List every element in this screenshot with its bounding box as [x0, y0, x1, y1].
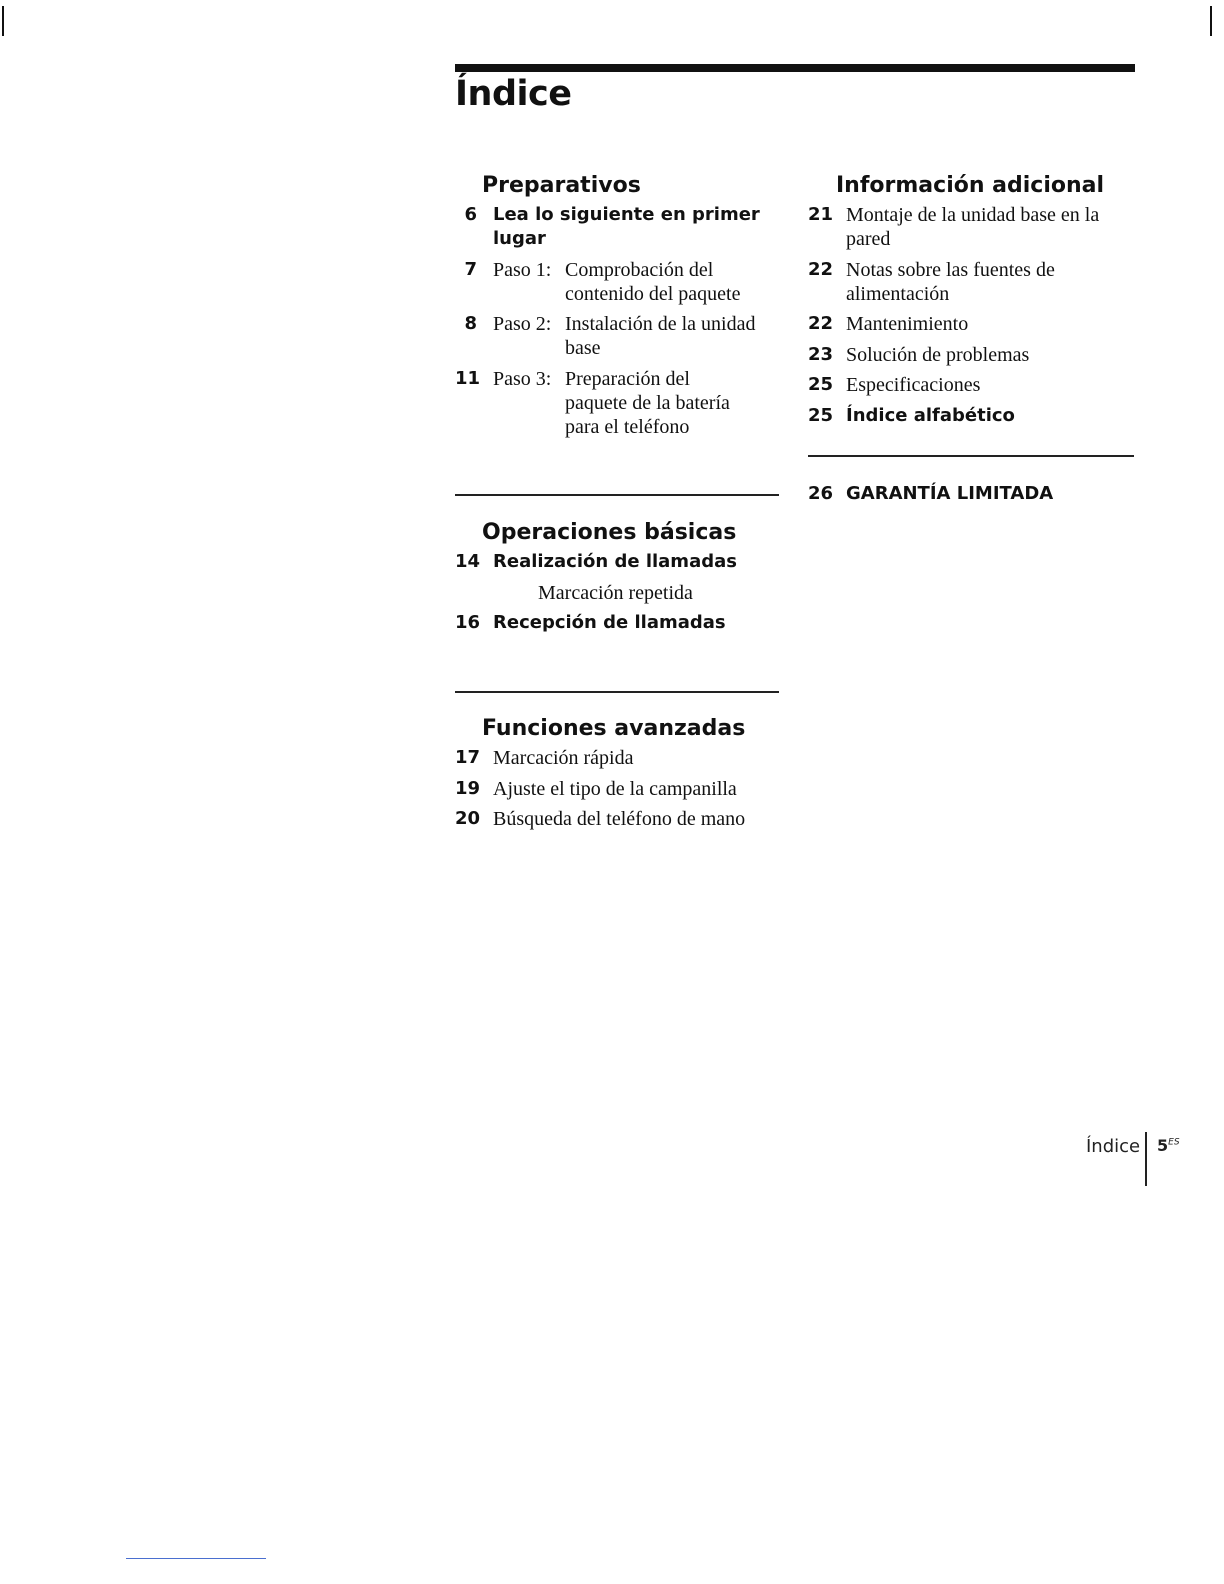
entry-text: Mantenimiento: [846, 313, 969, 335]
section-funciones: [455, 715, 785, 838]
bottom-rule: [126, 1558, 266, 1559]
section-title: Funciones avanzadas: [482, 716, 746, 741]
step-label: Paso 1:: [493, 258, 552, 281]
toc-entry[interactable]: [455, 746, 785, 770]
entry-text: Especificaciones: [846, 374, 981, 396]
footer-label: Índice: [1086, 1136, 1141, 1157]
page-number: 22: [808, 313, 834, 334]
toc-entry[interactable]: [455, 367, 785, 439]
toc-entry[interactable]: [808, 373, 1138, 397]
page-number-value: 5: [1157, 1136, 1169, 1155]
toc-entry[interactable]: [455, 611, 785, 635]
page-number: 25: [808, 374, 834, 395]
toc-entry[interactable]: [455, 203, 785, 251]
page-number: 26: [808, 483, 834, 504]
entry-text: Comprobación del contenido del paquete: [565, 258, 741, 305]
section-divider: [455, 691, 779, 693]
toc-entry[interactable]: [455, 807, 785, 831]
page-number: 14: [455, 551, 481, 572]
footer-page-number: [1157, 1136, 1180, 1155]
page-language-suffix: ES: [1168, 1137, 1180, 1148]
footer-divider: [1145, 1132, 1147, 1186]
entry-text: Instalación de la unidad base: [565, 313, 756, 359]
section-preparativos: [455, 172, 785, 445]
page-number: 17: [455, 747, 481, 768]
step-label: Paso 2:: [493, 313, 552, 335]
toc-entry[interactable]: [455, 777, 785, 801]
toc-entry[interactable]: [455, 550, 785, 574]
page-number: 20: [455, 808, 481, 829]
right-crop-mark: [1210, 6, 1212, 36]
entry-text: Búsqueda del teléfono de mano: [493, 808, 746, 830]
toc-entry[interactable]: [455, 258, 785, 306]
page-number: 21: [808, 204, 834, 225]
section-title: Operaciones básicas: [482, 520, 737, 545]
page-number: 16: [455, 611, 481, 633]
entry-text: Marcación rápida: [493, 747, 634, 769]
entry-text: Recepción de llamadas: [493, 611, 726, 633]
section-garantia: [808, 482, 1138, 513]
section-divider: [808, 455, 1134, 457]
entry-text: GARANTÍA LIMITADA: [846, 483, 1054, 504]
page-number: 25: [808, 404, 834, 426]
toc-entry[interactable]: [808, 343, 1138, 367]
toc-entry[interactable]: [808, 258, 1138, 306]
toc-subentry[interactable]: Marcación repetida: [538, 581, 693, 604]
page-number: 19: [455, 777, 481, 799]
title-rule: [455, 64, 1135, 72]
step-label: Paso 3:: [493, 367, 552, 390]
toc-entry[interactable]: [808, 203, 1138, 251]
entry-text: Realización de llamadas: [493, 551, 737, 572]
page-number: 23: [808, 343, 834, 365]
toc-entry[interactable]: [808, 482, 1138, 506]
page-number: 6: [464, 204, 477, 225]
section-divider: [455, 494, 779, 496]
toc-entry[interactable]: [808, 312, 1138, 336]
toc-entry[interactable]: [455, 312, 785, 360]
section-operaciones: [455, 519, 785, 641]
page-title: Índice: [455, 74, 572, 114]
entry-text: Lea lo siguiente en primer lugar: [493, 204, 760, 249]
section-title: Preparativos: [482, 173, 641, 198]
left-crop-mark: [2, 6, 4, 36]
entry-text: Notas sobre las fuentes de alimentación: [846, 258, 1055, 305]
page-number: 22: [808, 258, 834, 280]
page-number: 11: [455, 367, 481, 389]
entry-text: Solución de problemas: [846, 343, 1030, 366]
toc-entry[interactable]: [808, 404, 1138, 428]
section-title: Información adicional: [836, 173, 1105, 198]
entry-text: Ajuste el tipo de la campanilla: [493, 777, 737, 800]
section-informacion: [808, 172, 1138, 434]
entry-text: Preparación del paquete de la batería para el teléfono: [565, 367, 730, 438]
page-number: 7: [464, 258, 477, 280]
page-number: 8: [464, 313, 477, 334]
entry-text: Índice alfabético: [846, 404, 1015, 426]
entry-text: Montaje de la unidad base en la pared: [846, 204, 1100, 250]
